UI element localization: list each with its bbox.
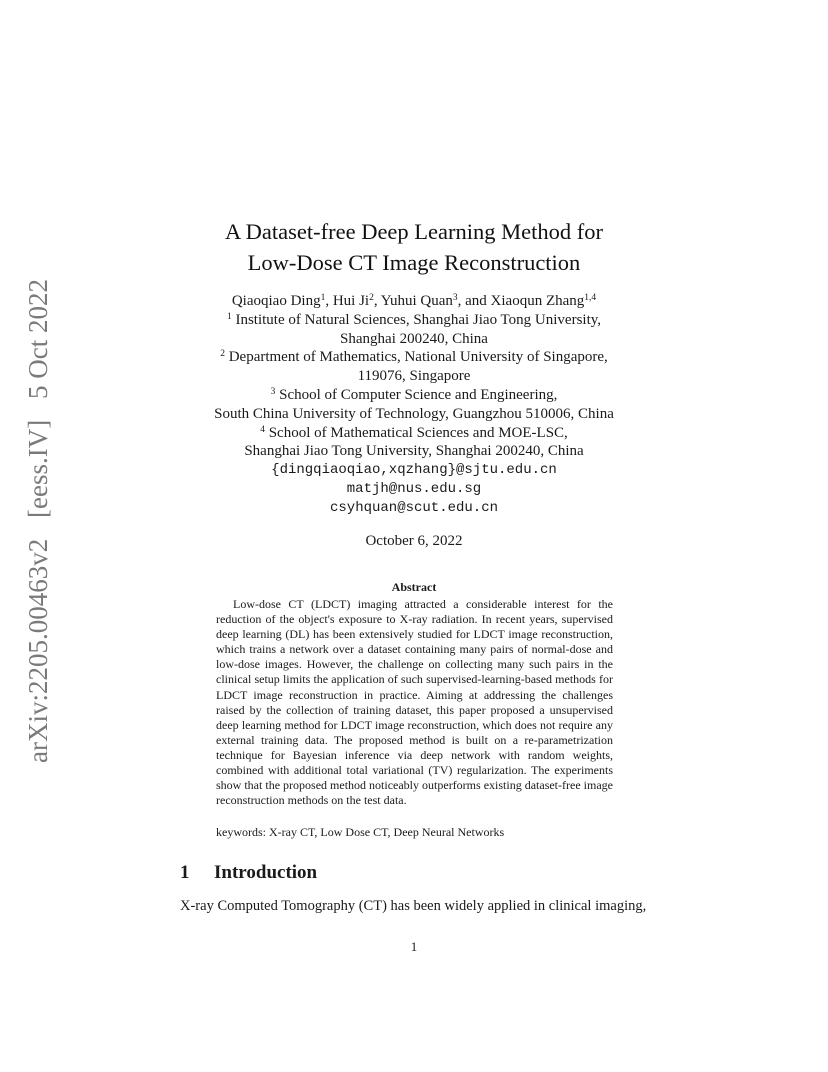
- paper-title: [120, 216, 708, 278]
- affiliation-line: Department of Mathematics, National University of Singapore,: [228, 349, 608, 366]
- affiliation: [120, 311, 708, 349]
- author-name: Xiaoqun Zhang: [490, 293, 585, 309]
- affiliation-line: Shanghai 200240, China: [340, 330, 488, 347]
- affiliation-line: Institute of Natural Sciences, Shanghai Jiao Tong University,: [235, 311, 602, 328]
- author-affiliation-mark: 1,4: [584, 293, 597, 303]
- author-block: [120, 292, 708, 518]
- affiliation: [120, 386, 708, 424]
- affiliation-line: South China University of Technology, Guangzhou 510006, China: [214, 405, 614, 422]
- author-affiliation-mark: 1: [320, 293, 326, 303]
- author-name: Hui Ji: [332, 293, 370, 309]
- paper-date: October 6, 2022: [365, 533, 463, 549]
- author-name: Qiaoqiao Ding: [231, 293, 321, 309]
- arxiv-side-stamp: [18, 279, 58, 763]
- abstract-text: Low-dose CT (LDCT) imaging attracted a considerable interest for the reduction of the object's exposure to X-ray radiation. In recent years, supervised deep learning (DL) has been extensively studied for LDCT image reconstruction, which trains a network over a dataset containing many pairs of normal-dose and low-dose images. However, the challenge on collecting many such pairs in the clinical setup limits the application of such supervised-learning-based methods for LDCT image reconstruction in practice. Aiming at addressing the challenges raised by the collection of training dataset, this paper proposed a unsupervised deep learning method for LDCT image reconstruction, which does not require any external training data. The proposed method is built on a re-parametrization technique for Bayesian inference via deep network with random weights, combined with additional total variational (TV) regularization. The experiments show that the proposed method noticeably outperforms existing dataset-free image reconstruction methods on the test data.: [216, 597, 613, 808]
- arxiv-date: 5 Oct 2022: [23, 279, 53, 400]
- email-address: {dingqiaoqiao,xqzhang}@sjtu.edu.cn: [271, 462, 557, 479]
- email-address: csyhquan@scut.edu.cn: [329, 499, 499, 516]
- arxiv-id: arXiv:2205.00463v2: [23, 538, 53, 763]
- affiliation-number: 1: [226, 311, 232, 322]
- arxiv-category: [eess.IV]: [23, 419, 53, 519]
- author-affiliation-mark: 2: [369, 293, 374, 303]
- affiliation-line: School of Computer Science and Engineering,: [279, 386, 558, 403]
- affiliation-number: 4: [260, 424, 265, 435]
- affiliation-line: 119076, Singapore: [357, 368, 471, 385]
- affiliation-number: 3: [270, 386, 276, 397]
- section-number: 1: [180, 862, 190, 883]
- section-title: Introduction: [214, 862, 318, 883]
- author-name: Yuhui Quan: [380, 293, 453, 309]
- paper-title-line-2: Low-Dose CT Image Reconstruction: [247, 250, 581, 275]
- affiliation: [120, 424, 708, 462]
- abstract-heading: Abstract: [391, 580, 437, 594]
- email-address: matjh@nus.edu.sg: [346, 480, 482, 497]
- affiliation-line: Shanghai Jiao Tong University, Shanghai 200240, China: [244, 443, 584, 460]
- author-affiliation-mark: 3: [452, 293, 458, 303]
- intro-paragraph: X-ray Computed Tomography (CT) has been widely applied in clinical imaging,: [180, 898, 647, 914]
- affiliation: [120, 348, 708, 386]
- keywords-line: keywords: X-ray CT, Low Dose CT, Deep Neural Networks: [216, 825, 505, 839]
- section-heading: [180, 862, 317, 884]
- affiliation-line: School of Mathematical Sciences and MOE-LSC,: [268, 424, 568, 441]
- paper-title-line-1: A Dataset-free Deep Learning Method for: [225, 219, 603, 244]
- page-number: 1: [410, 939, 418, 954]
- author-list: Qiaoqiao Ding$^1$, Hui Ji$^2$, Yuhui Quan$^3$, and Xiaoqun Zhang$^{1,4}$: [231, 293, 597, 309]
- affiliation-number: 2: [220, 349, 225, 360]
